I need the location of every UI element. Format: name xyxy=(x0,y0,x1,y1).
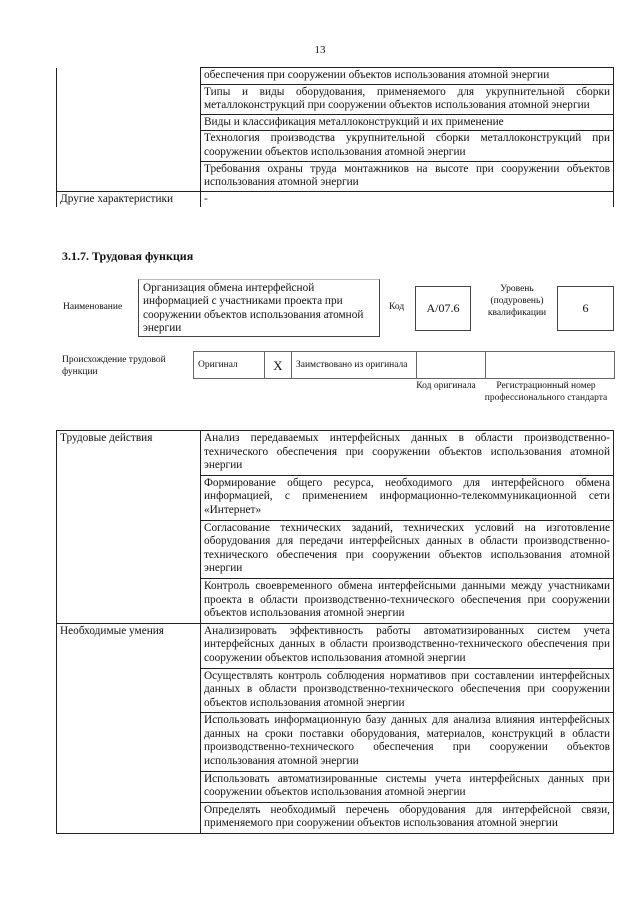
left-cell xyxy=(57,161,201,191)
labor-action-item: Согласование технических заданий, технических условий на изготовление оборудования для передачи интерфейсных данных в области производственно-технического обеспечения при сооружении объектов использования атомной энергии xyxy=(201,520,614,578)
table-row xyxy=(57,802,614,833)
table-row xyxy=(57,623,614,668)
other-characteristics-value: - xyxy=(201,191,614,207)
function-name-box: Организация обмена интерфейсной информацией с участниками проекта при сооружении объектов использования атомной энергии xyxy=(138,279,380,337)
empty-cell xyxy=(57,802,201,833)
code-label: Код xyxy=(389,302,405,312)
table-row xyxy=(57,68,614,85)
borrowed-label: Заимствовано из оригинала xyxy=(292,352,417,379)
reg-number-cell xyxy=(486,352,615,379)
skill-item: Использовать информационную базу данных для анализа влияния интерфейсных данных на сроки поставки оборудования, материалов, конструкций в области производственно-технического обеспечения при сооружении объектов использования атомной энергии xyxy=(201,713,614,771)
table-row xyxy=(57,475,614,520)
empty-cell xyxy=(57,475,201,520)
right-cell: Типы и виды оборудования, применяемого для укрупнительной сборки металлоконструкций при сооружении объектов использования атомной энергии xyxy=(201,84,614,114)
reg-number-label: Регистрационный номер профессионального стандарта xyxy=(484,381,608,403)
function-details-table xyxy=(56,430,614,834)
labor-action-item: Контроль своевременного обмена интерфейсными данными между участниками проекта в области производственно-технического обеспечения при сооружении объектов использования атомной энергии xyxy=(201,578,614,623)
table-row xyxy=(57,578,614,623)
labor-actions-label: Трудовые действия xyxy=(57,431,201,476)
right-cell: обеспечения при сооружении объектов использования атомной энергии xyxy=(201,68,614,85)
left-cell xyxy=(57,114,201,131)
skill-item: Осуществлять контроль соблюдения нормативов при составлении интерфейсных данных в области производственно-технического обеспечения при сооружении объектов использования атомной энергии xyxy=(201,668,614,713)
original-mark: X xyxy=(265,352,292,379)
code-original-label: Код оригинала xyxy=(416,381,476,391)
table-row xyxy=(57,713,614,771)
section-title: 3.1.7. Трудовая функция xyxy=(62,249,194,263)
origin-table xyxy=(193,351,615,379)
table-row xyxy=(57,431,614,476)
level-label: Уровень (подуровень) квалификации xyxy=(487,284,547,318)
left-cell xyxy=(57,68,201,85)
skill-item: Определять необходимый перечень оборудования для интерфейсной связи, применяемого при сооружении объектов использования атомной энергии xyxy=(201,802,614,833)
name-label: Наименование xyxy=(63,302,123,312)
left-cell xyxy=(57,131,201,161)
empty-cell xyxy=(57,520,201,578)
table-row xyxy=(57,131,614,161)
table-row xyxy=(57,771,614,802)
left-cell xyxy=(57,84,201,114)
code-original-cell xyxy=(417,352,486,379)
code-value-box: А/07.6 xyxy=(415,286,471,331)
other-characteristics-label: Другие характеристики xyxy=(57,191,201,207)
origin-label: Происхождение трудовой функции xyxy=(62,355,166,377)
empty-cell xyxy=(57,713,201,771)
skill-item: Использовать автоматизированные системы учета интерфейсных данных при сооружении объектов использования атомной энергии xyxy=(201,771,614,802)
skill-item: Анализировать эффективность работы автоматизированных систем учета интерфейсных данных в области производственно-технического обеспечения при сооружении объектов использования атомной энергии xyxy=(201,623,614,668)
table-row-other-characteristics xyxy=(57,191,614,207)
right-cell: Технология производства укрупнительной сборки металлоконструкций при сооружении объектов использования атомной энергии xyxy=(201,131,614,161)
table-row xyxy=(194,352,615,379)
right-cell: Виды и классификация металлоконструкций и их применение xyxy=(201,114,614,131)
labor-action-item: Формирование общего ресурса, необходимого для интерфейсного обмена информацией, с применением информационно-телекоммуникационной сети «Интернет» xyxy=(201,475,614,520)
table-row xyxy=(57,161,614,191)
skills-label: Необходимые умения xyxy=(57,623,201,668)
original-label: Оригинал xyxy=(194,352,265,379)
level-value-box: 6 xyxy=(557,286,614,331)
empty-cell xyxy=(57,771,201,802)
right-cell: Требования охраны труда монтажников на высоте при сооружении объектов использования атомной энергии xyxy=(201,161,614,191)
table-row xyxy=(57,668,614,713)
empty-cell xyxy=(57,578,201,623)
page-number: 13 xyxy=(314,44,326,56)
table-row xyxy=(57,114,614,131)
table-row xyxy=(57,84,614,114)
labor-action-item: Анализ передаваемых интерфейсных данных в области производственно-технического обеспечения при сооружении объектов использования атомной энергии xyxy=(201,431,614,476)
knowledge-table-continuation xyxy=(56,67,614,207)
table-row xyxy=(57,520,614,578)
empty-cell xyxy=(57,668,201,713)
